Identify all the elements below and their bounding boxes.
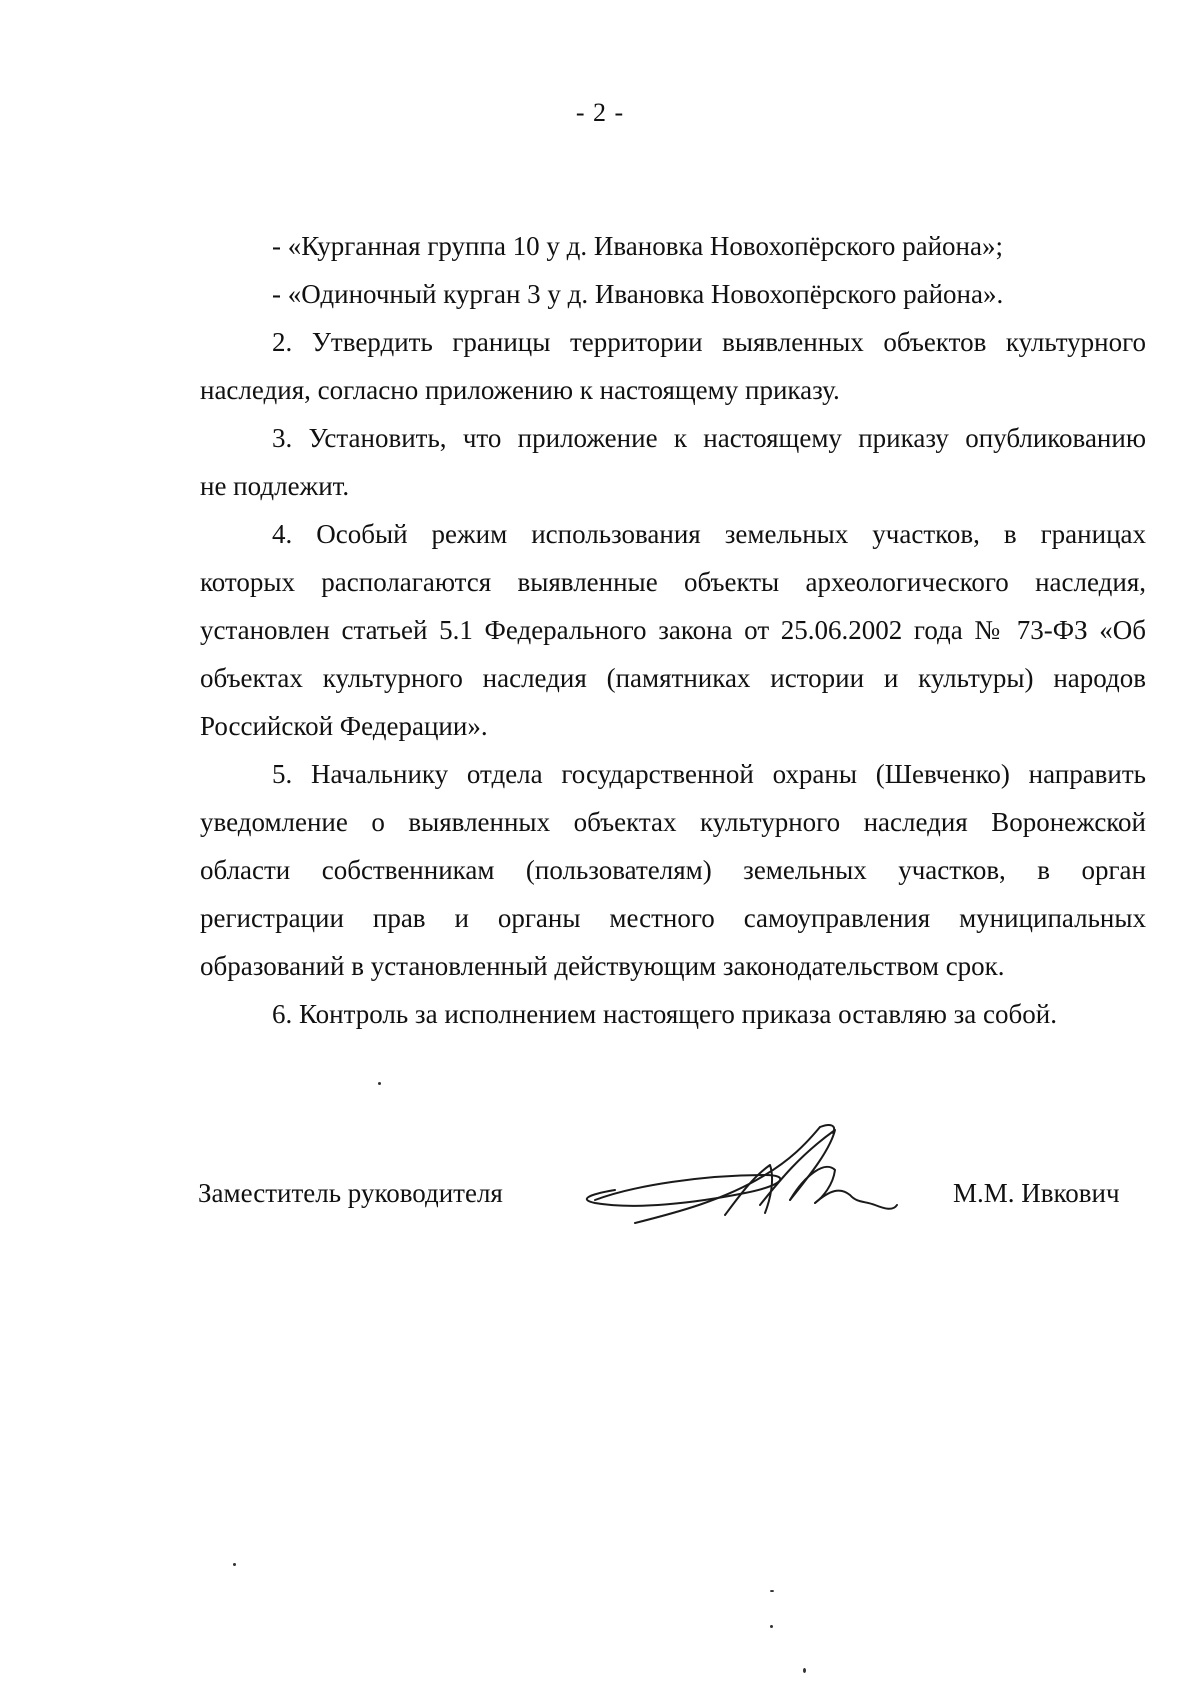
scan-speck	[770, 1625, 773, 1628]
page-number: - 2 -	[575, 98, 625, 127]
paragraph-3-line-1: 3. Установить, что приложение к настоящему приказу опубликованию	[272, 423, 1146, 453]
signatory-name: М.М. Ивкович	[953, 1178, 1120, 1208]
list-item-barrow-group: - «Курганная группа 10 у д. Ивановка Новохопёрского района»;	[272, 231, 1003, 261]
list-item-single-barrow: - «Одиночный курган 3 у д. Ивановка Новохопёрского района».	[272, 279, 1004, 309]
paragraph-4-line-1: 4. Особый режим использования земельных участков, в границах	[272, 519, 1146, 549]
paragraph-6-line-1: 6. Контроль за исполнением настоящего приказа оставляю за собой.	[272, 999, 1057, 1029]
paragraph-5-line-3: области собственникам (пользователям) земельных участков, в орган	[200, 855, 1146, 885]
signature-block	[198, 1178, 1158, 1258]
paragraph-5-line-1: 5. Начальнику отдела государственной охраны (Шевченко) направить	[272, 759, 1146, 789]
paragraph-4-line-4: объектах культурного наследия (памятниках истории и культуры) народов	[200, 663, 1146, 693]
scan-speck	[378, 1082, 381, 1085]
paragraph-3-line-2: не подлежит.	[200, 471, 350, 501]
paragraph-2-line-2: наследия, согласно приложению к настоящему приказу.	[200, 375, 840, 405]
paragraph-4-line-2: которых располагаются выявленные объекты археологического наследия,	[200, 567, 1146, 597]
scan-speck	[770, 1590, 774, 1592]
paragraph-4-line-3: установлен статьей 5.1 Федерального закона от 25.06.2002 года № 73-ФЗ «Об	[200, 615, 1146, 645]
scan-speck	[803, 1668, 806, 1673]
document-body	[200, 222, 1146, 1038]
scan-speck	[233, 1563, 236, 1566]
paragraph-4-line-5: Российской Федерации».	[200, 711, 488, 741]
paragraph-5-line-4: регистрации прав и органы местного самоуправления муниципальных	[200, 903, 1146, 933]
signatory-position: Заместитель руководителя	[198, 1178, 503, 1208]
paragraph-5-line-5: образований в установленный действующим законодательством срок.	[200, 951, 1005, 981]
paragraph-5-line-2: уведомление о выявленных объектах культурного наследия Воронежской	[200, 807, 1146, 837]
paragraph-2-line-1: 2. Утвердить границы территории выявленных объектов культурного	[272, 327, 1146, 357]
